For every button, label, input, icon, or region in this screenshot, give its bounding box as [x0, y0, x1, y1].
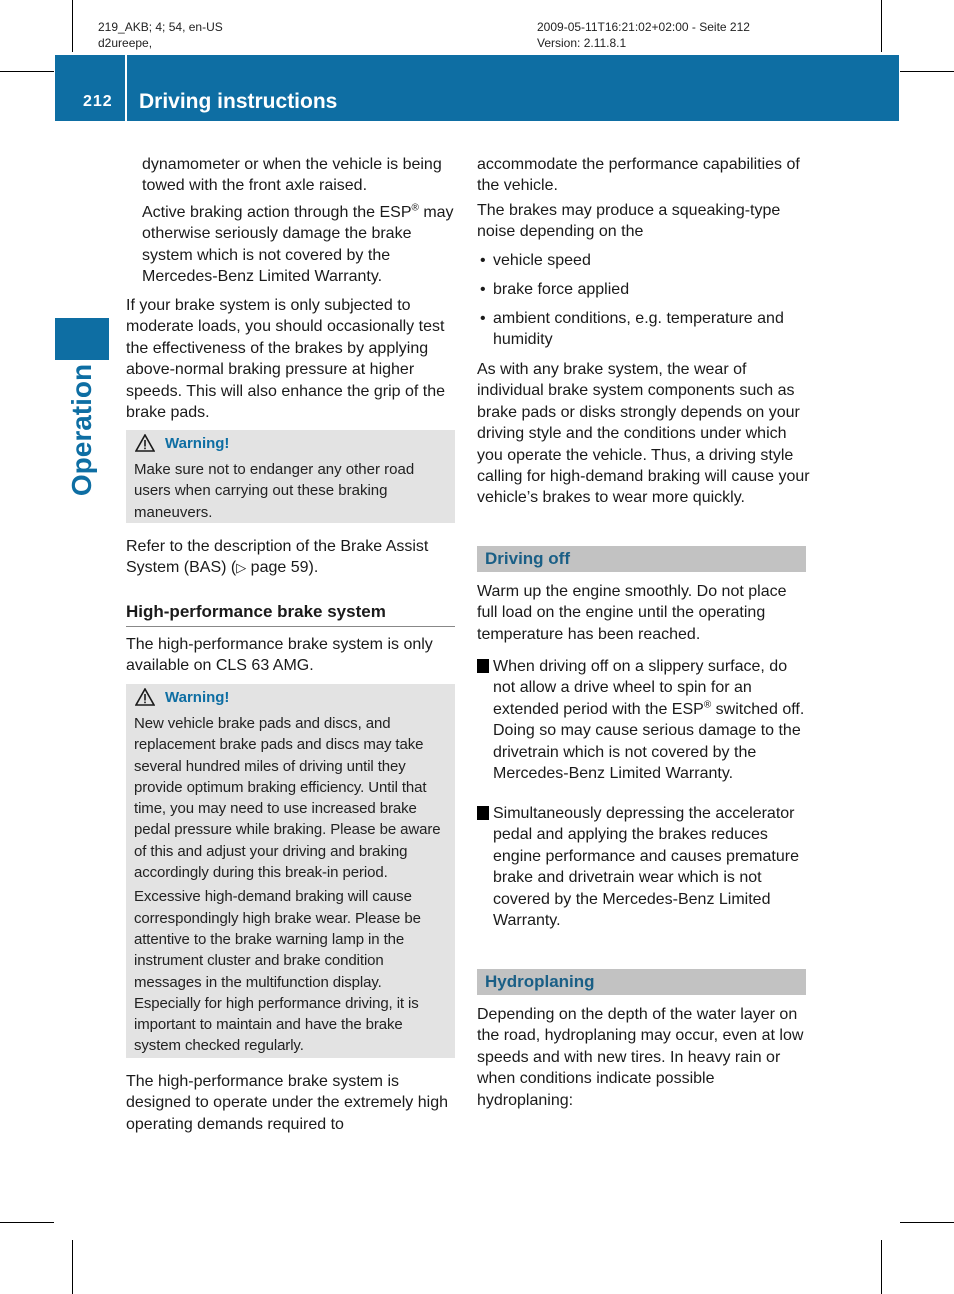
warning-text [134, 713, 452, 1057]
header-divider [125, 55, 127, 121]
paragraph: The high-performance brake system is designed to operate under the extremely high operating demands required to [126, 1073, 448, 1133]
note [473, 656, 811, 784]
text-span: Active braking action through the ESP [142, 203, 412, 221]
paragraph: Warm up the engine smoothly. Do not place full load on the engine until the operating temperature has been reached. [477, 583, 787, 643]
list-item: • ambient conditions, e.g. temperature and humidity [477, 308, 811, 351]
crop-mark [881, 1240, 882, 1294]
crop-mark [900, 1222, 954, 1223]
print-meta-right [537, 19, 750, 51]
paragraph: As with any brake system, the wear of individual brake system components such as brake pads or disks strongly depends on your driving style and the conditions under which you operate the vehicle. Thus, a driving style calling for high-demand braking will cause your vehicle’s brakes to wear more quickly. [477, 361, 810, 507]
exclamation-icon: ! [477, 659, 489, 673]
chapter-label: Operation [66, 363, 97, 497]
paragraph: accommodate the performance capabilities of the vehicle. [477, 156, 800, 195]
list-item: • brake force applied [477, 279, 811, 300]
paragraph-text: dynamometer or when the vehicle is being towed with the front axle raised. [142, 156, 442, 195]
bullet-list [477, 250, 811, 351]
paragraph [142, 154, 460, 287]
text-span: Refer to the description of the Brake Assist System (BAS) ( [126, 538, 429, 577]
crop-mark [881, 0, 882, 52]
note [473, 803, 811, 931]
warning-header [135, 688, 229, 706]
paragraph: The brakes may produce a squeaking-type noise depending on the [477, 202, 781, 241]
crop-mark [0, 71, 54, 72]
note-text [473, 803, 811, 931]
heading-rule [126, 626, 455, 627]
paragraph [126, 536, 460, 579]
warning-paragraph: New vehicle brake pads and discs, and replacement brake pads and discs may take several hundred miles of driving until they provide optimum braking efficiency. Until that time, you may need to use increased brake pedal pressure while braking. Please be aware of this and adjust your driving and braking accordingly during this break-in period. [134, 715, 441, 882]
list-item: • vehicle speed [477, 250, 811, 271]
page-header [55, 55, 899, 121]
text-span: When driving off on a slippery surface, do not allow a drive wheel to spin for an extended period with the ESP [493, 658, 788, 718]
meta-line: Version: 2.11.8.1 [537, 36, 627, 50]
meta-line: 2009-05-11T16:21:02+02:00 - Seite 212 [537, 20, 750, 34]
warning-header [135, 434, 229, 452]
paragraph: If your brake system is only subjected to moderate loads, you should occasionally test the effectiveness of the brakes by applying above-normal braking pressure at higher speeds. This will also enhance the grip of the brake pads. [126, 297, 446, 422]
section-title: Driving off [485, 549, 570, 568]
note-text [473, 656, 811, 784]
crop-mark [72, 1240, 73, 1294]
crop-mark [900, 71, 954, 72]
section-title: Hydroplaning [485, 972, 595, 991]
text-span: Simultaneously depressing the accelerator pedal and applying the brakes reduces engine performance and causes premature brake and drivetrain wear which is not covered by the Mercedes-Benz Limited Warranty. [493, 805, 799, 930]
warning-box [126, 684, 455, 1058]
registered-mark: ® [703, 699, 712, 711]
meta-line: d2ureepe, [98, 36, 153, 50]
meta-line: 219_AKB; 4; 54, en-US [98, 20, 223, 34]
exclamation-icon: ! [477, 806, 489, 820]
text-span: may otherwise seriously damage the brake system which is not covered by the Mercedes-Benz Limited Warranty. [142, 203, 454, 286]
warning-title: Warning! [165, 688, 230, 706]
page-title: Driving instructions [139, 90, 338, 113]
text-span: page 59). [246, 559, 319, 577]
warning-text: Make sure not to endanger any other road users when carrying out these braking maneuvers. [134, 461, 415, 521]
warning-paragraph: Excessive high-demand braking will cause correspondingly high brake wear. Please be attentive to the brake warning lamp in the instrument cluster and brake condition messages in the multifunction display. Especially for high performance driving, it is important to maintain and have the brake system checked regularly. [134, 888, 421, 1055]
page-reference-arrow: ▷ [236, 560, 247, 576]
registered-mark: ® [411, 202, 419, 214]
section-heading [477, 546, 806, 572]
subsection-heading: High-performance brake system [126, 602, 386, 621]
paragraph: The high-performance brake system is only available on CLS 63 AMG. [126, 636, 433, 675]
warning-box [126, 430, 455, 523]
paragraph: Depending on the depth of the water layer on the road, hydroplaning may occur, even at low speeds and with new tires. In heavy rain or when conditions indicate possible hydroplaning: [477, 1006, 804, 1109]
crop-mark [72, 0, 73, 52]
warning-triangle-icon [135, 688, 155, 706]
print-meta-left [98, 19, 223, 51]
warning-triangle-icon [135, 434, 155, 452]
section-heading [477, 969, 806, 995]
warning-title: Warning! [165, 434, 230, 452]
paragraph-text [142, 202, 460, 288]
chapter-tab [55, 318, 109, 360]
crop-mark [0, 1222, 54, 1223]
text-span: switched off. Doing so may cause serious damage to the drivetrain which is not covered by the Mercedes-Benz Limited Warranty. [493, 700, 805, 783]
page-number: 212 [83, 93, 113, 110]
